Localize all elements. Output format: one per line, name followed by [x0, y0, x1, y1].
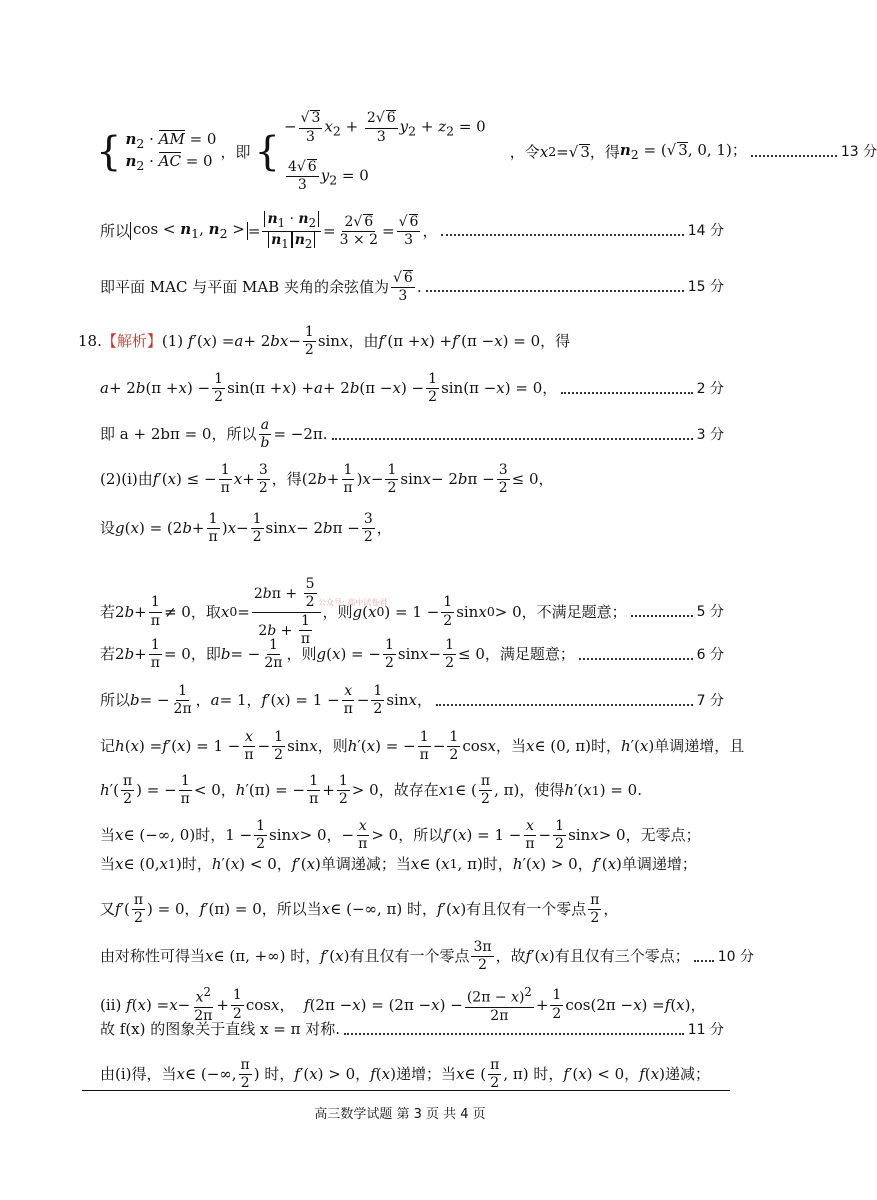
line-cos: 所以 $\cos < n_1$, $n_2$ > = $\frac{n_1 \cdot n_2}{n_1 n_2}$ = $\frac{2√ 6}{3 \times 2}$ = √ $\frac{6}{3}$ ， 14 分 — [100, 212, 724, 250]
text-get: ，得 — [589, 142, 620, 161]
line-zero-point: 又 f ′( $\frac{\pi}{2}$ ) = 0， f ′(π) = 0 ，所以当 x ∈ (−∞, π) 时， f ′( x ) 有且仅有一个零点 $\frac{\pi}{2}$ ， — [100, 892, 619, 927]
system-equations: { − √ $\frac{3}{3}$ $x_2$ + $\frac{2√ 6}{3}$ $y_2 + z_2 = 0$ $\frac{4√ 6}{3}$ $y_2 = 0$ — [255, 110, 486, 194]
score-6: 6 分 — [696, 646, 724, 663]
analysis-tag: 【解析】 — [101, 332, 162, 351]
system-normal-vector: { $n_2$ · AM = 0 $n_2$ · AC = 0 — [96, 129, 217, 175]
text-conclusion: 即平面 MAC 与平面 MAB 夹角的余弦值为 — [100, 277, 389, 296]
score-13: 13 分 — [840, 144, 877, 160]
page-footer: 高三数学试题 第 3 页 共 4 页 — [314, 1107, 486, 1122]
line-neg-interval: 当 x ∈ (−∞, 0) 时， 1 − $\frac{1}{2}$ sin x > 0，− $\frac{x}{\pi}$ > 0 ，所以 f ′( x ) = 1 − $\frac{x}{\pi}$ − $\frac{1}{2}$ sin x > 0 ，无零点； — [100, 818, 701, 853]
line-symmetry-zero: 由对称性可得当 x ∈ (π, +∞) 时， f ′( x ) 有且仅有一个零点 $\frac{3\pi}{2}$ ，故 f ′( x ) 有且仅有三个零点； 10 分 — [100, 939, 755, 974]
line-define-g: 设 g ( x ) = (2 b + $\frac{1}{\pi}$ ) x − $\frac{1}{2}$ sin x − 2 b π − $\frac{3}{2}$ ， — [100, 511, 392, 546]
score-2: 2 分 — [696, 380, 724, 397]
line-q18: 18. 【解析】 (1) f ′( x ) = a + 2 bx − $\frac{1}{2}$ sin x ，由 f ′(π + x ) + f ′(π − x ) = 0 ，得 — [78, 324, 571, 359]
line-values: 所以 b = − $\frac{1}{2\pi}$ ， a = 1， f ′( x ) = 1 − $\frac{x}{\pi}$ − $\frac{1}{2}$ sin x ， 7 分 — [100, 683, 724, 718]
line-case-neq: 若 2 b + $\frac{1}{\pi}$ ≠ 0 ，取 x 0 = 2bπ + $\frac{5}{2}$ 2b + $\frac{1}{\pi}$ ，则 g ( x 0 ) = 1 − $\frac{1}{2}$ sin x 0 > 0 ，不满足题意； 5 分 — [100, 576, 724, 648]
watermark: 公众号: 高中试卷君 — [318, 598, 388, 607]
question-number: 18. — [78, 332, 102, 351]
line-ratio: 即 a + 2bπ = 0，所以 $\frac{a}{b}$ = −2π. 3 分 — [100, 417, 724, 452]
line-case-eq: 若 2 b + $\frac{1}{\pi}$ = 0 ，即 b = − $\frac{1}{2\pi}$ ，则 g ( x ) = − $\frac{1}{2}$ sin x − $\frac{1}{2}$ ≤ 0 ，满足题意； 6 分 — [100, 637, 724, 672]
part-1: (1) — [161, 332, 184, 351]
line-part2-ii: (ⅱ) f ( x ) = x − $\frac{x^2}{2\pi}$ + $\frac{1}{2}$ cos x ， f (2π − x ) = (2π − x ) − $\frac{(2\pi - x)^2}{2\pi}$ + $\frac{1}{2}$ cos(2π − x ) = f ( x )， — [100, 985, 706, 1025]
text-suoyi: 所以 — [100, 221, 131, 240]
line-h-values: h ′( $\frac{\pi}{2}$ ) = − $\frac{1}{\pi}$ < 0， h ′(π) = − $\frac{1}{\pi}$ + $\frac{1}{2}$ > 0 ，故存在 x 1 ∈ ( $\frac{\pi}{2}$ , π) ，使得 h ′( x 1 ) = 0. — [100, 773, 642, 808]
line-monotonic: 当 x ∈ (0, x 1 ) 时， h ′( x ) < 0， f ′( x ) 单调递减；当 x ∈ ( x 1 , π) 时， h ′( x ) > 0， f ′( x ) 单调递增； — [100, 855, 697, 873]
score-5: 5 分 — [696, 604, 724, 621]
text-ji: ，即 — [220, 142, 251, 161]
line-expand: a + 2 b (π + x ) − $\frac{1}{2}$ sin(π + x ) + a + 2 b (π − x ) − $\frac{1}{2}$ sin(π − x ) = 0， 2 分 — [100, 371, 724, 406]
score-3: 3 分 — [696, 426, 724, 443]
text-ratio: 即 a + 2bπ = 0，所以 — [100, 425, 257, 444]
score-14: 14 分 — [687, 223, 724, 240]
footer-divider — [82, 1090, 730, 1091]
text-let: ，令 — [509, 142, 540, 161]
line-answer-cos: 即平面 MAC 与平面 MAB 夹角的余弦值为 √ $\frac{6}{3}$ . 15 分 — [100, 270, 724, 305]
line-system: { $n_2$ · AM = 0 $n_2$ · AC = 0 ，即 { − √ $\frac{3}{3}$ $x_2$ + $\frac{2√ 6}{3}$ $y_2 + z_2 = 0$ $\frac{4√ 6}{3}$ $y_2 = 0$ ，令 x 2 = √ 3 ，得 $n_2$ = (√ 3, 0, 1)； 13 分 — [96, 112, 877, 192]
score-11: 11 分 — [687, 1021, 724, 1038]
score-15: 15 分 — [687, 279, 724, 296]
line-define-h: 记 h ( x ) = f ′( x ) = 1 − $\frac{x}{\pi}$ − $\frac{1}{2}$ sin x ，则 h ′( x ) = − $\frac{1}{\pi}$ − $\frac{1}{2}$ cos x ，当 x ∈ (0, π) 时， h ′( x ) 单调递增，且 — [100, 729, 745, 764]
line-part2: (2)(ⅰ)由 f ′( x ) ≤ − $\frac{1}{\pi}$ x + $\frac{3}{2}$ ，得 (2 b + $\frac{1}{\pi}$ ) x − $\frac{1}{2}$ sin x − 2 b π − $\frac{3}{2}$ ≤ 0， — [100, 462, 554, 497]
score-7: 7 分 — [696, 692, 724, 709]
score-10: 10 分 — [717, 948, 755, 965]
line-monotonic-f: 由(ⅰ)得，当 x ∈ (−∞, $\frac{\pi}{2}$ ) 时， f ′( x ) > 0， f ( x ) 递增；当 x ∈ ( $\frac{\pi}{2}$ , π) 时， f ′( x ) < 0， f ( x ) 递减； — [100, 1057, 710, 1092]
line-symmetric-axis: 故 f(x) 的图象关于直线 x = π 对称. 11 分 — [100, 1020, 724, 1038]
